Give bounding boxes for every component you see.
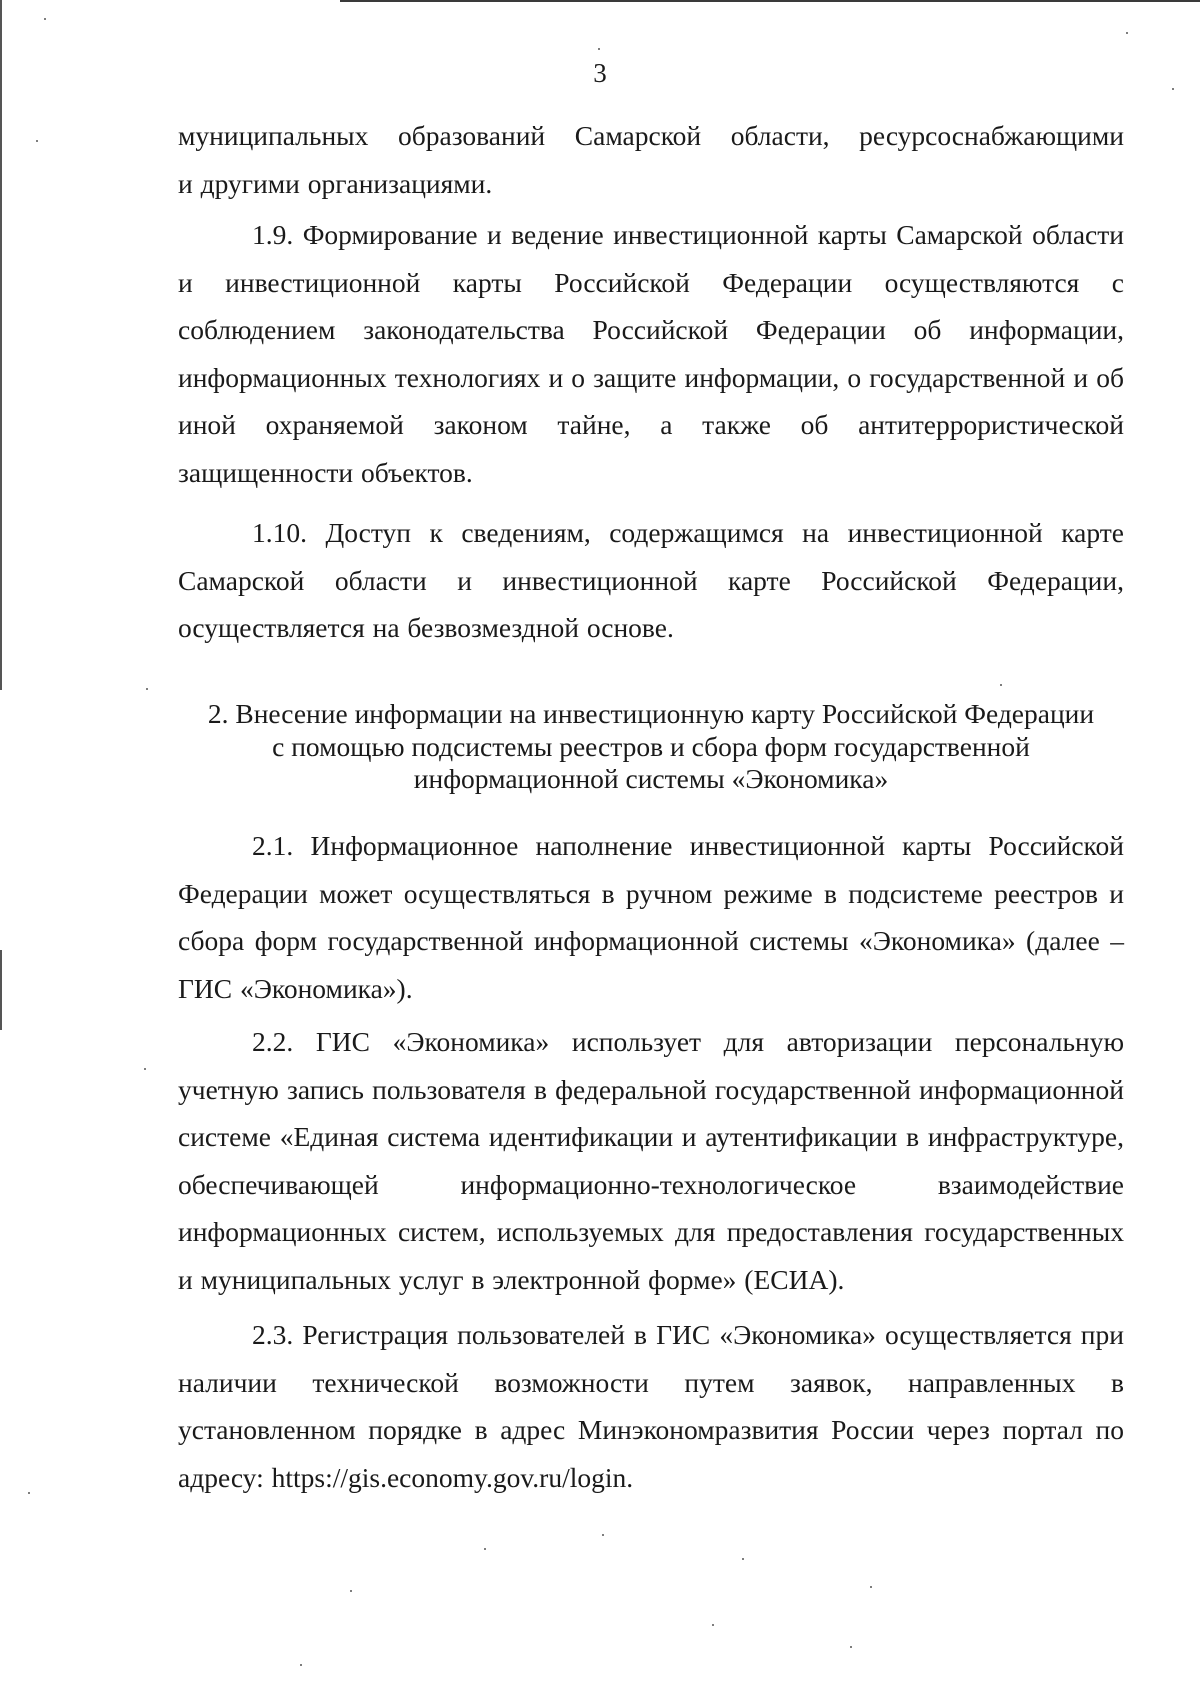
scan-speck — [44, 18, 46, 20]
scan-left-edge — [0, 0, 2, 690]
paragraph-1-9-block — [178, 211, 1124, 496]
heading-line-2: с помощью подсистемы реестров и сбора форм государственной — [272, 730, 1030, 762]
paragraph-1-9: 1.9. Формирование и ведение инвестиционной карты Самарской области и инвестиционной карты Российской Федерации осуществляются с соблюдением законодательства Российской Федерации об информации, информационных технологиях и о защите информации, о государственной и об иной охраняемой законом тайне, а также об антитеррористической защищенности объектов. — [178, 219, 1124, 488]
scan-speck — [146, 688, 148, 690]
scan-speck — [712, 1624, 714, 1626]
paragraph-2-1: 2.1. Информационное наполнение инвестиционной карты Российской Федерации может осуществляться в ручном режиме в подсистеме реестров и сбора форм государственной информационной системы «Экономика» (далее – ГИС «Экономика»). — [178, 830, 1124, 1004]
intro-line-2: и другими организациями. — [178, 167, 493, 199]
paragraph-2-3: 2.3. Регистрация пользователей в ГИС «Экономика» осуществляется при наличии технической возможности путем заявок, направленных в установленном порядке в адрес Минэкономразвития России через портал по адресу: https://gis.economy.gov.ru/login. — [178, 1319, 1124, 1493]
scan-speck — [300, 1664, 302, 1666]
scan-speck — [350, 1590, 352, 1592]
scan-speck — [144, 1068, 146, 1070]
scan-speck — [602, 1534, 604, 1536]
heading-line-1: 2. Внесение информации на инвестиционную карту Российской Федерации — [207, 698, 1095, 729]
intro-line-1: муниципальных образований Самарской области, ресурсоснабжающими — [178, 120, 1124, 151]
scan-speck — [1126, 32, 1128, 34]
paragraph-2-2-block — [178, 1018, 1124, 1303]
paragraph-2-1-block — [178, 822, 1124, 1012]
heading-line-3: информационной системы «Экономика» — [413, 763, 889, 794]
scan-top-edge — [340, 0, 1200, 2]
scan-speck — [1000, 684, 1002, 686]
scan-left-edge-lower — [0, 950, 2, 1030]
section-2-heading — [178, 698, 1124, 796]
scan-speck — [484, 1548, 486, 1550]
paragraph-2-2: 2.2. ГИС «Экономика» использует для авторизации персональную учетную запись пользователя в федеральной государственной информационной системе «Единая система идентификации и аутентификации в инфраструктуре, обеспечивающей информационно-технологическое взаимодействие информационных систем, используемых для предоставления государственных и муниципальных услуг в электронной форме» (ЕСИА). — [178, 1026, 1124, 1295]
scan-speck — [36, 140, 38, 142]
scan-speck — [28, 1492, 30, 1494]
scan-speck — [742, 1558, 744, 1560]
paragraph-1-10-block — [178, 509, 1124, 652]
paragraph-2-3-block — [178, 1311, 1124, 1501]
intro-text — [178, 112, 1124, 207]
scan-speck — [870, 1586, 872, 1588]
paragraph-1-10: 1.10. Доступ к сведениям, содержащимся на инвестиционной карте Самарской области и инвестиционной карте Российской Федерации, осуществляется на безвозмездной основе. — [178, 517, 1124, 643]
scan-speck — [850, 1646, 852, 1648]
scan-speck — [598, 48, 600, 50]
scan-speck — [1172, 88, 1174, 90]
page-number: 3 — [593, 58, 607, 88]
